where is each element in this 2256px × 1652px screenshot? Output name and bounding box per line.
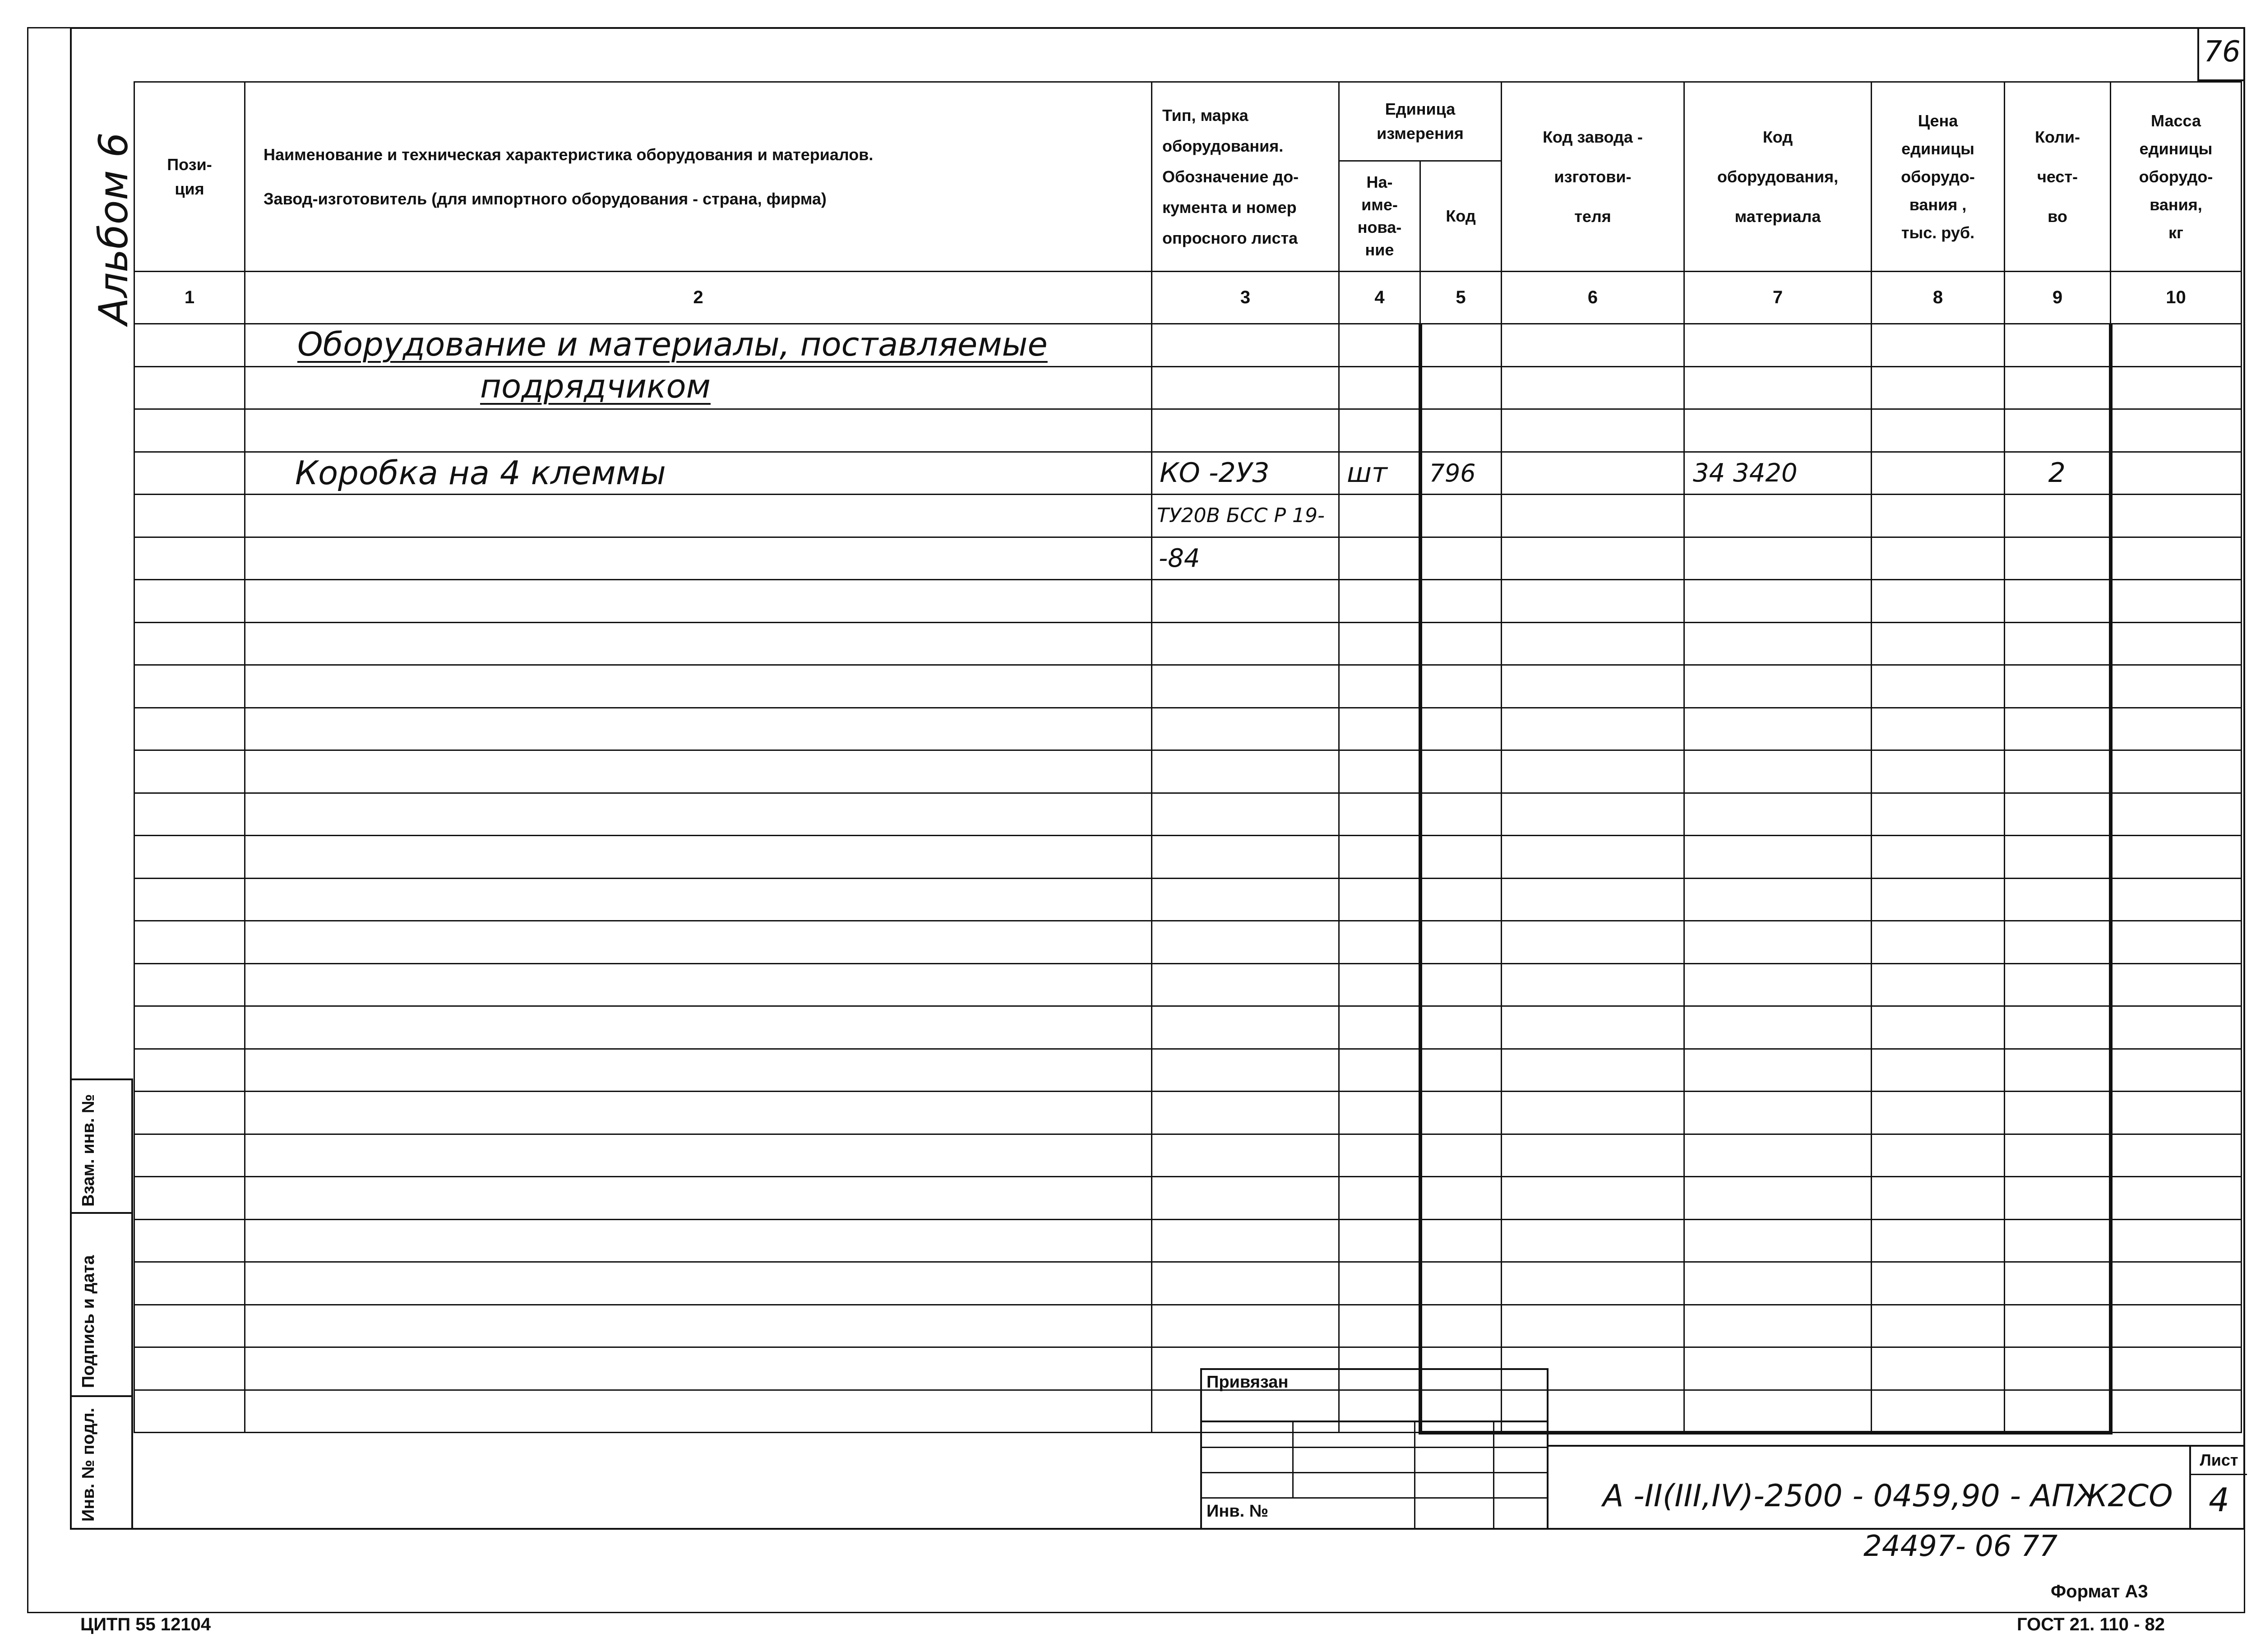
table-row [134,836,2242,879]
colnum: 9 [2005,272,2111,324]
header-mass: Масса единицы оборудо- вания, кг [2111,82,2242,272]
colnum: 3 [1152,272,1339,324]
side-podpis [70,1212,133,1397]
item-quantity: 2 [2048,457,2066,489]
table-row [134,452,2242,495]
designation-code: А -II(III,IV)-2500 - 0459,90 - АПЖ2СО [1603,1478,2173,1514]
designation-block [1549,1445,2245,1530]
colnum: 4 [1339,272,1420,324]
inv-no-label: Инв. № [1207,1502,1269,1521]
table-row [134,409,2242,452]
table-row [134,1134,2242,1177]
item-document: ТУ20В БСС Р 19- [1157,504,1325,528]
table-row [134,708,2242,750]
table-row [134,921,2242,964]
table-row [134,1177,2242,1220]
header-quantity: Коли- чест- во [2005,82,2111,272]
table-row [134,1049,2242,1092]
table-row [134,878,2242,921]
table-row [134,622,2242,665]
item-name: Коробка на 4 клеммы [295,454,666,492]
privyazan-row4 [1202,1497,1547,1499]
column-numbers-row [134,272,2242,324]
header-name-line1: Наименование и техническая характеристика оборудования и материалов. [264,145,874,164]
album-label: Альбом 6 [90,132,137,325]
side-label-podpis: Подпись и дата [79,1255,98,1388]
list-number: 4 [2209,1481,2229,1519]
specification-table [134,81,2242,1435]
colnum: 8 [1872,272,2005,324]
section-title-line2: подрядчиком [480,367,711,405]
header-type: Тип, марка оборудования. Обозначение до- кумента и номер опросного листа [1152,82,1339,272]
table-row [134,1347,2242,1390]
table-row [134,963,2242,1006]
header-factory-code: Код завода - изготови- теля [1502,82,1684,272]
table-row [134,537,2242,580]
side-vzam-inv [70,1078,133,1214]
item-document-cont: -84 [1159,543,1200,573]
privyazan-row3 [1202,1472,1547,1473]
table-row [134,750,2242,793]
table-row [134,1262,2242,1305]
side-label-inv-podl: Инв. № подл. [79,1407,98,1522]
table-row [134,665,2242,708]
page-number: 76 [2204,35,2241,69]
table-row [134,1390,2242,1433]
format-label: Формат А3 [2051,1582,2148,1601]
header-equipment-code: Код оборудования, материала [1684,82,1872,272]
header-unit-name: На- име- нова- ние [1339,161,1420,272]
header-row-1 [134,82,2242,161]
colnum: 6 [1502,272,1684,324]
page-number-box [2197,27,2245,81]
table-row [134,1305,2242,1347]
item-unit: шт [1347,457,1387,489]
citp-label: ЦИТП 55 12104 [80,1615,211,1634]
section-title-line1: Оборудование и материалы, поставляемые [297,325,1048,363]
header-position: Пози- ция [134,82,245,272]
privyazan-label: Привязан [1207,1373,1289,1392]
colnum: 2 [245,272,1152,324]
header-price: Цена единицы оборудо- вания , тыс. руб. [1872,82,2005,272]
privyazan-vline3 [1493,1421,1494,1530]
handwritten-reference: 24497- 06 77 [1863,1530,2058,1563]
table-row [134,1006,2242,1049]
list-label: Лист [2191,1447,2247,1475]
table-row [134,580,2242,623]
privyazan-vline2 [1414,1421,1415,1530]
side-label-vzam: Взам. инв. № [79,1094,98,1207]
table-row [134,793,2242,836]
header-name [245,82,1152,272]
side-inv-podl [70,1395,133,1530]
table-row [134,1092,2242,1134]
privyazan-divider [1202,1421,1547,1422]
colnum: 1 [134,272,245,324]
colnum: 5 [1420,272,1502,324]
header-name-line2: Завод-изготовитель (для импортного оборудования - страна, фирма) [264,189,827,208]
header-unit-code: Код [1420,161,1502,272]
colnum: 10 [2111,272,2242,324]
table-row [134,495,2242,537]
table-row [134,1219,2242,1262]
table-row [134,324,2242,367]
privyazan-block [1200,1368,1549,1530]
header-unit-group: Единица измерения [1339,82,1502,161]
list-cell [2189,1447,2247,1530]
colnum: 7 [1684,272,1872,324]
item-type: КО -2У3 [1160,457,1270,489]
table-row [134,366,2242,409]
item-equipment-code: 34 3420 [1693,458,1798,488]
gost-label: ГОСТ 21. 110 - 82 [2017,1615,2165,1634]
privyazan-vline1 [1292,1421,1294,1497]
item-unit-code: 796 [1429,458,1476,487]
privyazan-row2 [1202,1447,1547,1448]
